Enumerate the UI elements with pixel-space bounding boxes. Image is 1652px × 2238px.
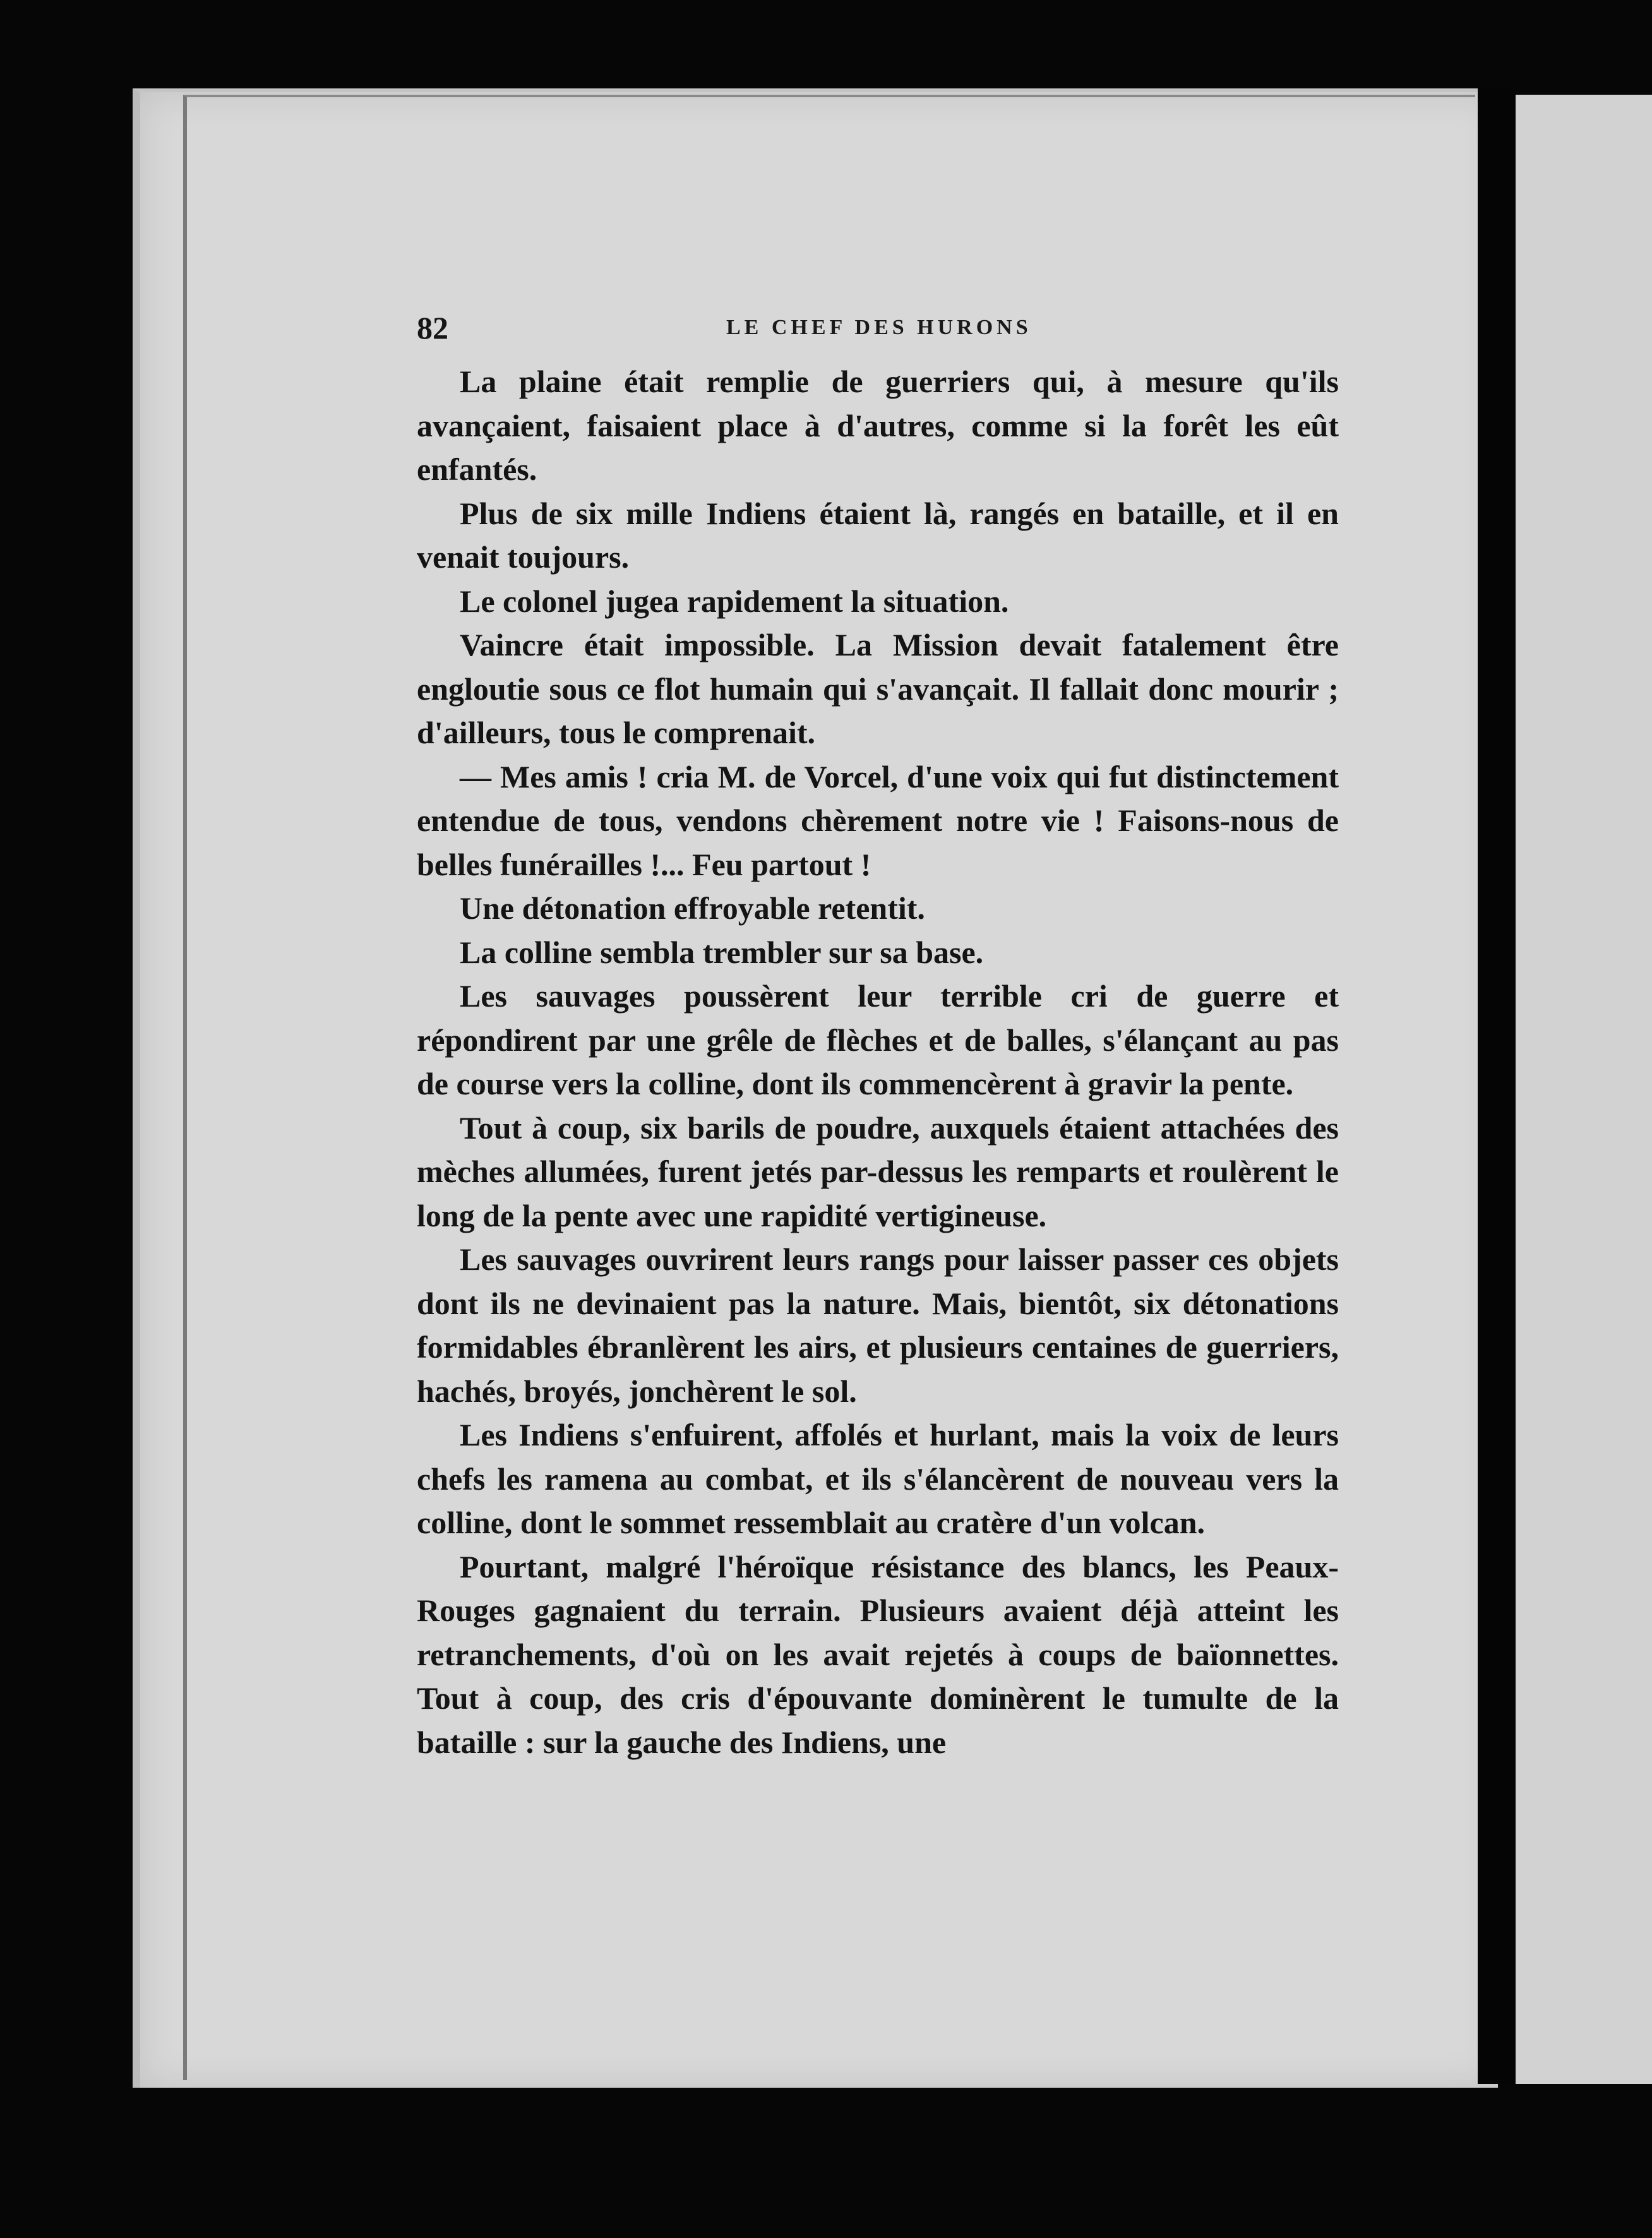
page-header (417, 309, 1339, 347)
paragraph: — Mes amis ! cria M. de Vorcel, d'une voix qui fut distinctement entendue de tous, vendons chèrement notre vie ! Faisons-nous de belles funérailles !... Feu partout ! (417, 758, 1339, 882)
paragraph: Tout à coup, six barils de poudre, auxquels étaient attachées des mèches allumées, furent jetés par-dessus les remparts et roulèrent le long de la pente avec une rapidité vertigineuse. (417, 1110, 1339, 1233)
page-number: 82 (417, 310, 448, 345)
running-title: LE CHEF DES HURONS (726, 316, 1032, 339)
paragraph: Les Indiens s'enfuirent, affolés et hurlant, mais la voix de leurs chefs les ramena au combat, et ils s'élancèrent de nouveau vers la colline, dont le sommet ressemblait au cratère d'un volcan. (417, 1417, 1339, 1540)
adjacent-page (1516, 95, 1652, 2084)
paragraph: Les sauvages ouvrirent leurs rangs pour laisser passer ces objets dont ils ne devinaient pas la nature. Mais, bientôt, six détonations formidables ébranlèrent les airs, et plusieurs centaines de guerriers, hachés, broyés, jonchèrent le sol. (417, 1242, 1339, 1409)
paragraph: Plus de six mille Indiens étaient là, rangés en bataille, et il en venait toujours. (417, 495, 1339, 575)
body-text (417, 360, 1339, 1764)
paragraph: Le colonel jugea rapidement la situation. (460, 583, 1009, 619)
paragraph: Pourtant, malgré l'héroïque résistance des blancs, les Peaux-Rouges gagnaient du terrain. Plusieurs avaient déjà atteint les retranchements, d'où on les avait rejetés à coups de baïonnettes. Tout à coup, des cris d'épouvante dominèrent le tumulte de la bataille : sur la gauche des Indiens, une (417, 1548, 1339, 1760)
paragraph: Une détonation effroyable retentit. (460, 890, 925, 926)
book-spine (1478, 88, 1514, 2084)
paragraph: La plaine était remplie de guerriers qui, à mesure qu'ils avançaient, faisaient place à d'autres, comme si la forêt les eût enfantés. (417, 364, 1339, 487)
paragraph: La colline sembla trembler sur sa base. (460, 934, 984, 970)
paragraph: Vaincre était impossible. La Mission devait fatalement être engloutie sous ce flot humain qui s'avançait. Il fallait donc mourir ; d'ailleurs, tous le comprenait. (417, 627, 1339, 750)
paragraph: Les sauvages poussèrent leur terrible cri de guerre et répondirent par une grêle de flèches et de balles, s'élançant au pas de course vers la colline, dont ils commencèrent à gravir la pente. (417, 978, 1339, 1101)
